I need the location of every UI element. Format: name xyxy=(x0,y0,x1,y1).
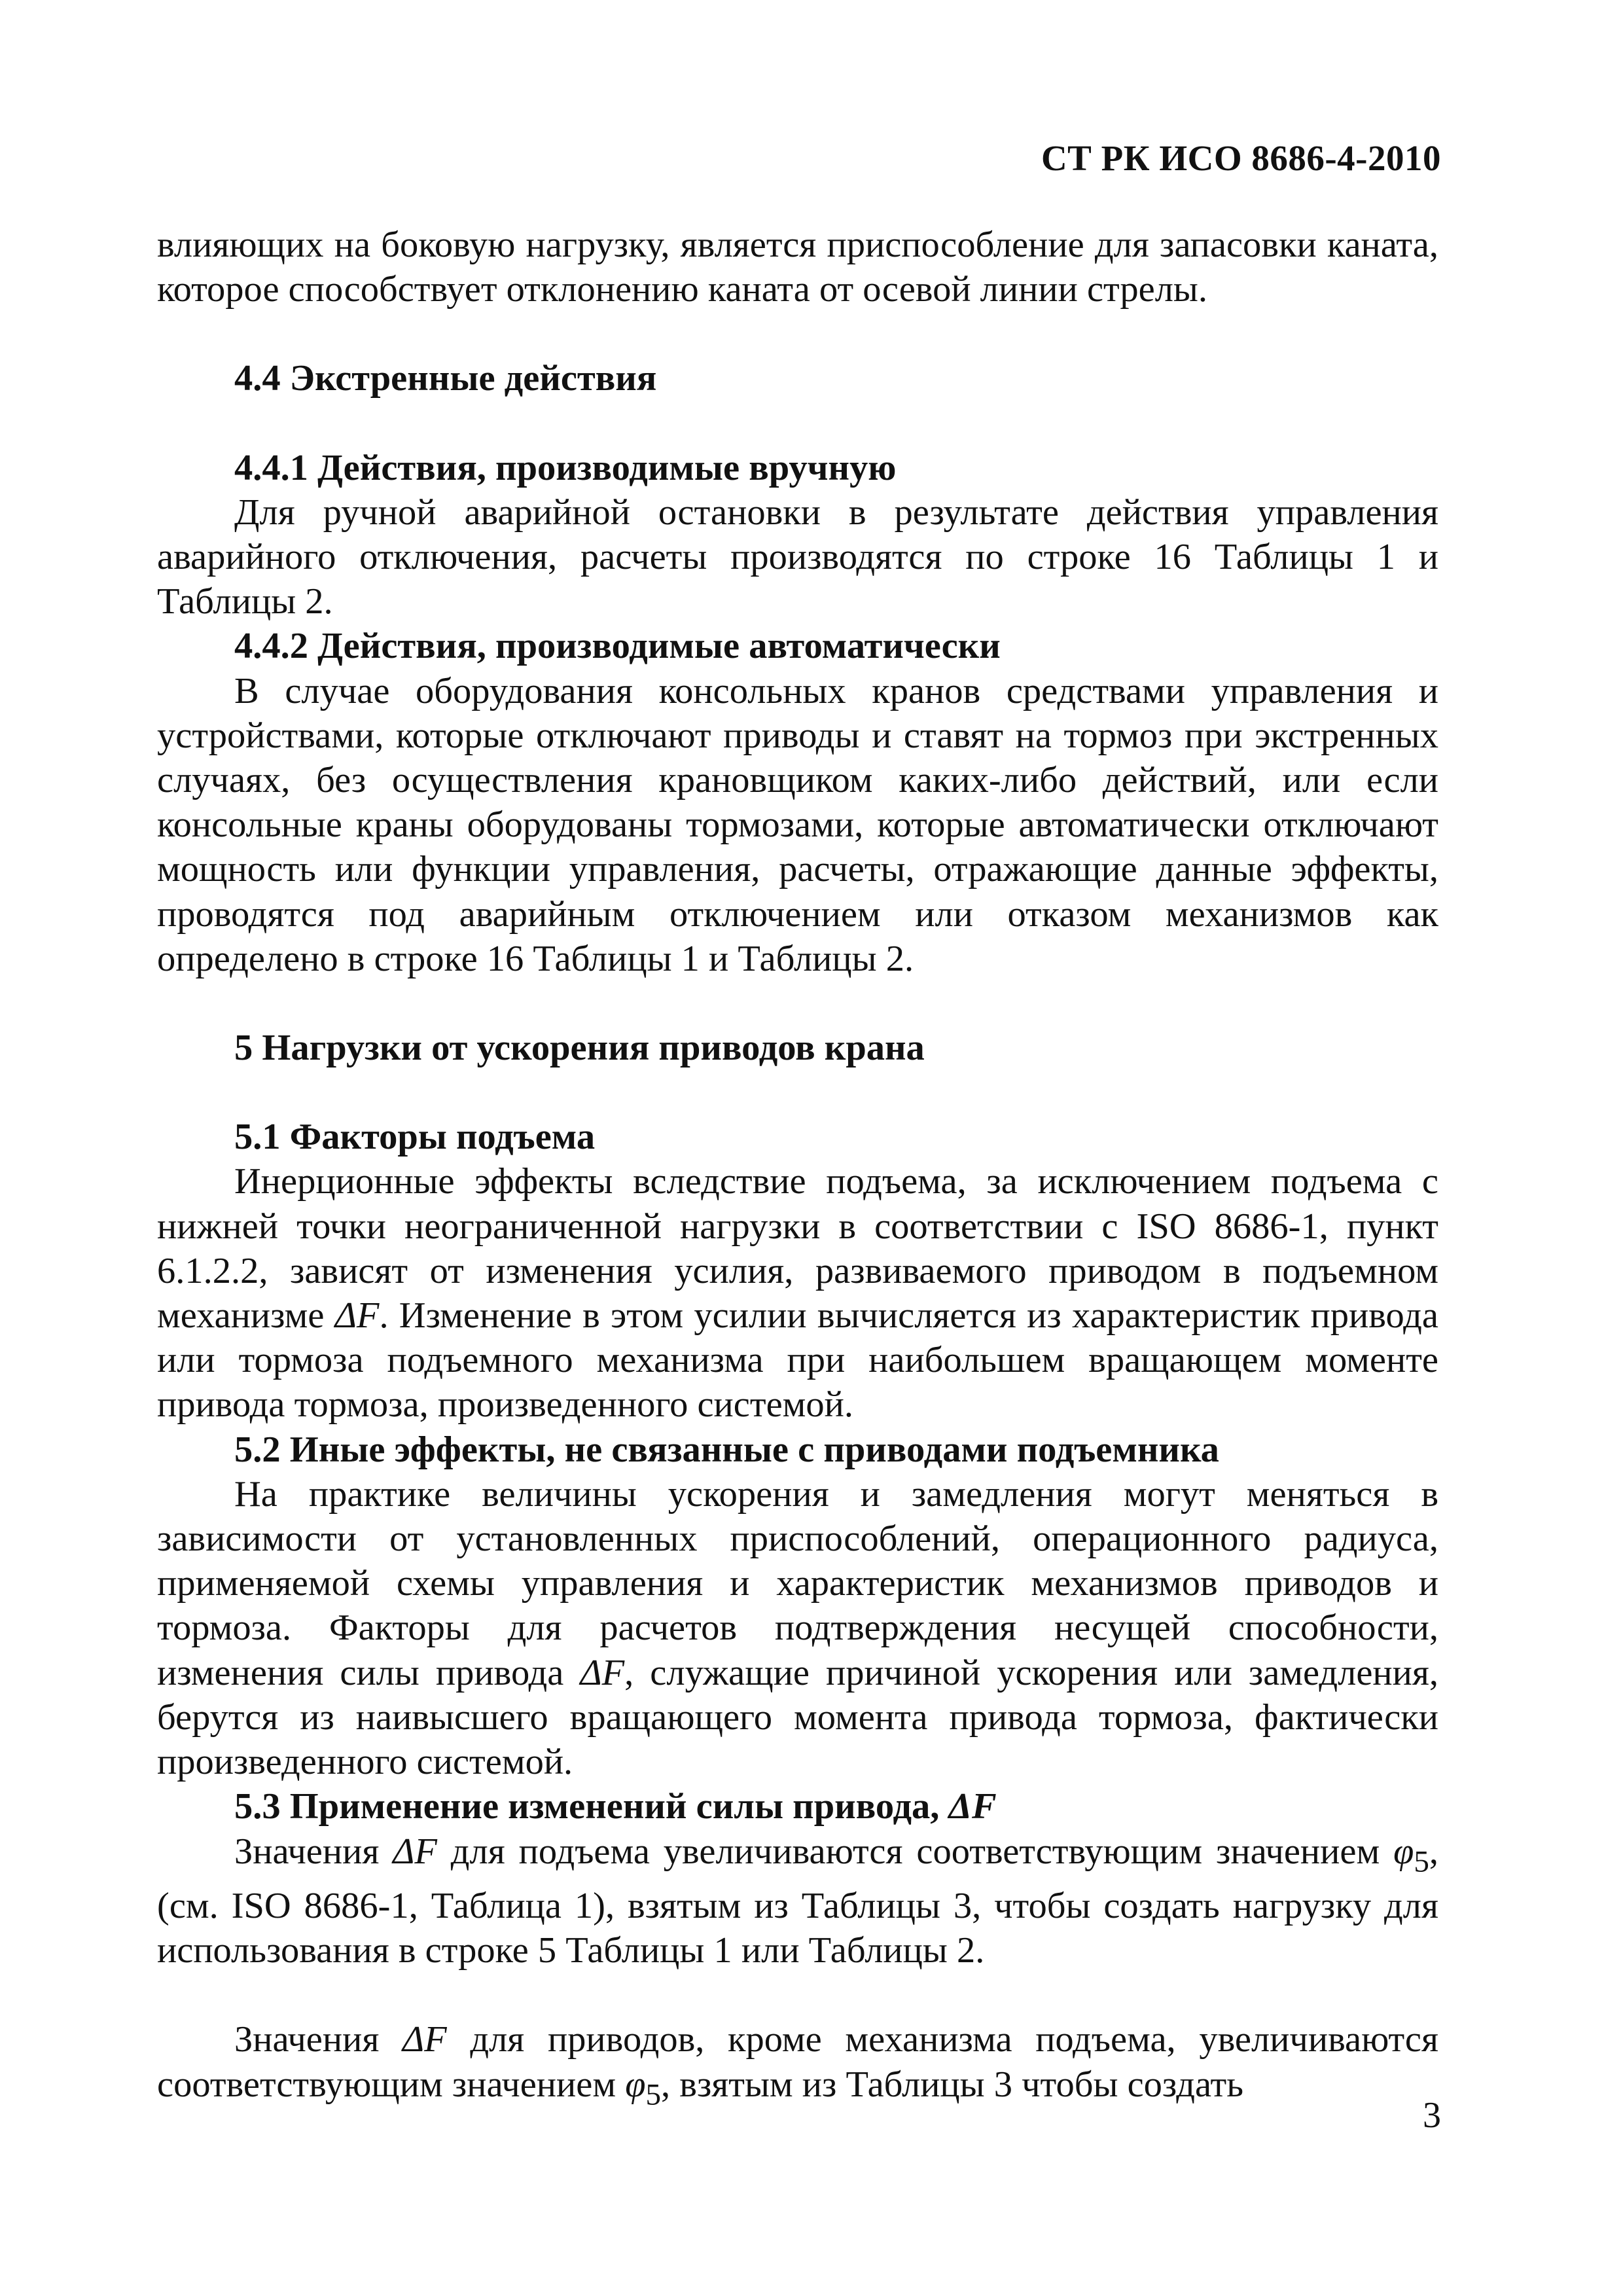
section-heading-5-1: 5.1 Факторы подъема xyxy=(234,1117,596,1158)
page-number: 3 xyxy=(1423,2095,1441,2136)
paragraph-5-2 xyxy=(157,1472,1438,1784)
section-heading-4-4-2: 4.4.2 Действия, производимые автоматически xyxy=(234,626,1001,667)
paragraph-4-4-2: В случае оборудования консольных кранов средствами управления и устройствами, которые отключают приводы и ставят на тормоз при экстренных случаях, без осуществления крановщиком каких-либо действий, или если консольные краны оборудованы тормозами, которые автоматически отключают мощность или функции управления, расчеты, отражающие данные эффекты, проводятся под аварийным отключением или отказом механизмов как определено в строке 16 Таблицы 1 и Таблицы 2. xyxy=(157,670,1438,979)
section-heading-4-4-1: 4.4.1 Действия, производимые вручную xyxy=(234,447,897,488)
continued-paragraph: влияющих на боковую нагрузку, является приспособление для запасовки каната, которое способствует отклонению каната от осевой линии стрелы. xyxy=(157,224,1438,310)
standard-code-header: СТ РК ИСО 8686-4-2010 xyxy=(1041,138,1441,178)
paragraph-5-3-2 xyxy=(157,2017,1438,2117)
page-body xyxy=(157,223,1438,2117)
phi-subscript: 5 xyxy=(1414,1844,1429,1878)
paragraph-5-3-2-text-c: , взятым из Таблицы 3 чтобы создать xyxy=(661,2064,1244,2105)
paragraph-5-3-2-text-b: для приводов, кроме механизма подъема, увеличиваются соответствующим значением xyxy=(157,2019,1439,2105)
paragraph-5-1 xyxy=(157,1159,1438,1427)
delta-f-symbol: ΔF xyxy=(948,1786,997,1827)
phi-subscript: 5 xyxy=(645,2077,662,2111)
delta-f-symbol: ΔF xyxy=(393,1831,437,1872)
phi-symbol: φ xyxy=(1393,1831,1414,1872)
paragraph-5-1-text-b: . Изменение в этом усилии вычисляется из характеристик привода или тормоза подъемного механизма при наибольшем вращающем моменте привода тормоза, произведенного системой. xyxy=(157,1295,1438,1426)
paragraph-5-3-1-text-b: для подъема увеличиваются соответствующим значением xyxy=(450,1831,1380,1872)
paragraph-5-3-1-text-c: , (см. ISO 8686-1, Таблица 1), взятым из Таблицы 3, чтобы создать нагрузку для использования в строке 5 Таблицы 1 или Таблицы 2. xyxy=(157,1831,1439,1971)
section-heading-5-3 xyxy=(157,1784,1438,1829)
delta-f-symbol: ΔF xyxy=(334,1295,380,1336)
paragraph-5-3-1-text-a: Значения xyxy=(234,1831,380,1872)
paragraph-5-2-text-b: , служащие причиной ускорения или замедления, берутся из наивысшего вращающего момента привода тормоза, фактически произведенного системой. xyxy=(157,1652,1438,1783)
paragraph-5-3-1 xyxy=(157,1829,1438,1973)
delta-f-symbol: ΔF xyxy=(402,2019,447,2060)
paragraph-5-3-2-text-a: Значения xyxy=(234,2019,380,2060)
paragraph-5-1-text-a: Инерционные эффекты вследствие подъема, за исключением подъема с нижней точки неограниченной нагрузки в соответствии с ISO 8686-1, пункт 6.1.2.2, зависят от изменения усилия, развиваемого приводом в подъемном механизме xyxy=(157,1161,1438,1336)
paragraph-5-2-text-a: На практике величины ускорения и замедления могут меняться в зависимости от установленных приспособлений, операционного радиуса, применяемой схемы управления и характеристик механизмов приводов и тормоза. Факторы для расчетов подтверждения несущей способности, изменения силы привода xyxy=(157,1473,1438,1693)
section-heading-4-4: 4.4 Экстренные действия xyxy=(234,358,657,399)
section-heading-5: 5 Нагрузки от ускорения приводов крана xyxy=(234,1028,925,1069)
section-heading-5-2: 5.2 Иные эффекты, не связанные с приводами подъемника xyxy=(234,1429,1219,1470)
delta-f-symbol: ΔF xyxy=(580,1652,625,1693)
paragraph-4-4-1: Для ручной аварийной остановки в результате действия управления аварийного отключения, расчеты производятся по строке 16 Таблицы 1 и Таблицы 2. xyxy=(157,492,1438,622)
section-heading-5-3-text: 5.3 Применение изменений силы привода, xyxy=(234,1786,940,1827)
phi-symbol: φ xyxy=(625,2064,646,2105)
